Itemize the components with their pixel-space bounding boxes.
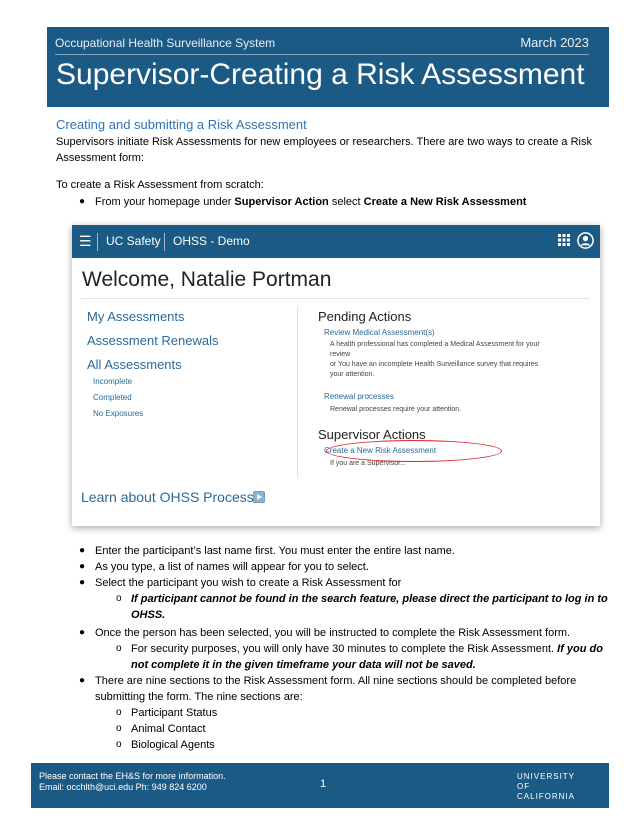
bullet-select-participant: ● Select the participant you wish to create a Risk Assessment for — [79, 577, 402, 589]
annotation-highlight-ellipse — [326, 440, 502, 462]
no-exposures-link[interactable]: No Exposures — [93, 409, 144, 418]
incomplete-link[interactable]: Incomplete — [93, 377, 133, 386]
page-number: 1 — [320, 778, 327, 790]
welcome-heading: Welcome, Natalie Portman — [82, 268, 332, 291]
app-environment: OHSS - Demo — [173, 234, 250, 248]
bullet-icon: ● — [79, 577, 86, 588]
document-date: March 2023 — [520, 35, 589, 50]
bullet-icon: ● — [79, 561, 86, 572]
page-footer — [31, 763, 609, 808]
step-bullet-homepage: ● From your homepage under Supervisor Action select Create a New Risk Assessment — [79, 196, 527, 208]
header-divider — [55, 54, 589, 55]
university-logo: UNIVERSITY OF CALIFORNIA — [517, 772, 576, 801]
app-brand[interactable]: UC Safety — [106, 234, 161, 248]
sub-bullet-icon: o — [116, 643, 122, 654]
intro-line-2: Assessment form: — [56, 152, 145, 164]
system-name: Occupational Health Surveillance System — [55, 36, 276, 50]
section-heading: Creating and submitting a Risk Assessment — [56, 117, 307, 132]
pending-actions-title: Pending Actions — [318, 309, 412, 324]
app-header-bar — [72, 225, 600, 258]
sub-bullet-security: o For security purposes, you will only have 30 minutes to complete the Risk Assessment. If you do not complete it in the given timeframe your data will not be saved. — [116, 643, 603, 671]
bullet-last-name: ● Enter the participant’s last name first. You must enter the entire last name. — [79, 545, 455, 557]
bullet-list-appears: ● As you type, a list of names will appear for you to select. — [79, 561, 369, 573]
bullet-icon: ● — [79, 627, 86, 638]
from-scratch-label: To create a Risk Assessment from scratch: — [56, 179, 264, 191]
section-item: o Participant Status — [116, 707, 218, 719]
renewal-processes-link[interactable]: Renewal processes — [324, 392, 394, 401]
review-medical-assessment-link[interactable]: Review Medical Assessment(s) — [324, 328, 435, 337]
learn-ohss-link[interactable]: Learn about OHSS Process — [81, 489, 254, 505]
sub-bullet-not-found: o If participant cannot be found in the search feature, please direct the participant to log in to OHSS. — [116, 593, 608, 621]
sub-bullet-icon: o — [116, 707, 122, 718]
apps-grid-icon[interactable] — [558, 234, 570, 246]
sub-bullet-icon: o — [116, 593, 122, 604]
bullet-icon: ● — [79, 545, 86, 556]
all-assessments-link[interactable]: All Assessments — [87, 357, 182, 372]
bullet-icon: ● — [79, 196, 86, 207]
bullet-person-selected: ● Once the person has been selected, you will be instructed to complete the Risk Assessment form. — [79, 627, 571, 639]
section-item: o Animal Contact — [116, 723, 206, 735]
header-separator — [164, 233, 165, 251]
contact-info: Please contact the EH&S for more information. Email: occhlth@uci.edu Ph: 949 824 6200 — [39, 771, 226, 792]
welcome-divider — [81, 298, 590, 299]
homepage-screenshot — [72, 225, 600, 526]
bullet-icon: ● — [79, 675, 86, 686]
renewal-description: Renewal processes require your attention. — [330, 406, 462, 413]
sub-bullet-icon: o — [116, 723, 122, 734]
hamburger-menu-icon[interactable]: ☰ — [79, 233, 92, 249]
assessment-renewals-link[interactable]: Assessment Renewals — [87, 333, 219, 348]
supervisor-actions-title: Supervisor Actions — [318, 427, 426, 442]
column-divider — [297, 307, 298, 477]
page-title: Supervisor-Creating a Risk Assessment — [56, 58, 585, 91]
play-video-icon[interactable] — [253, 491, 265, 503]
completed-link[interactable]: Completed — [93, 393, 132, 402]
my-assessments-link[interactable]: My Assessments — [87, 309, 185, 324]
review-description: A health professional has completed a Medical Assessment for your review or You have an incomplete Health Surveillance survey that requires your attention. — [330, 341, 540, 378]
header-separator — [97, 233, 98, 251]
intro-line-1: Supervisors initiate Risk Assessments for new employees or researchers. There are two ways to create a Risk — [56, 136, 592, 148]
sub-bullet-icon: o — [116, 739, 122, 750]
bullet-nine-sections: ● There are nine sections to the Risk Assessment form. All nine sections should be completed before submitting the form. The nine sections are: — [79, 675, 577, 703]
section-item: o Biological Agents — [116, 739, 215, 751]
create-description: If you are a Supervisor... — [330, 460, 406, 467]
create-risk-assessment-link[interactable]: Create a New Risk Assessment — [324, 446, 437, 455]
header-banner — [47, 27, 609, 107]
user-account-icon[interactable] — [577, 232, 594, 249]
